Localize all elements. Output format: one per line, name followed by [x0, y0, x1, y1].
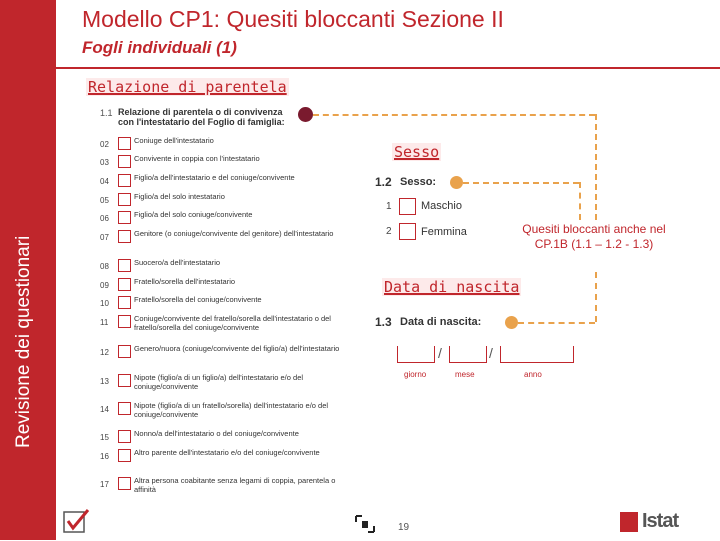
option-label: Coniuge/convivente del fratello/sorella dell'intestatario o del fratello/sorella del coniuge/convivente — [134, 314, 331, 332]
option-label: Nonno/a dell'intestatario o del coniuge/convivente — [134, 429, 299, 438]
option-label: Figlio/a del solo coniuge/convivente — [134, 210, 253, 219]
day-input[interactable] — [397, 346, 435, 363]
option-label: Altro parente dell'intestatario e/o del coniuge/convivente — [134, 448, 320, 457]
q12-code: 1 — [386, 201, 392, 212]
option-checkbox[interactable] — [118, 193, 131, 206]
option-code: 12 — [100, 348, 109, 357]
option-code: 06 — [100, 214, 109, 223]
q13-number: 1.3 — [375, 315, 392, 329]
tag-relazione: Relazione di parentela — [88, 78, 287, 96]
year-input[interactable] — [500, 346, 574, 363]
slide-subtitle: Fogli individuali (1) — [82, 38, 237, 57]
option-checkbox[interactable] — [118, 315, 131, 328]
month-input[interactable] — [449, 346, 487, 363]
q11-option[interactable] — [100, 401, 350, 423]
option-code: 07 — [100, 233, 109, 242]
q12-heading: Sesso: — [400, 176, 437, 188]
q11-marker — [298, 107, 313, 122]
option-checkbox[interactable] — [118, 430, 131, 443]
option-code: 17 — [100, 480, 109, 489]
q11-option[interactable] — [100, 314, 350, 336]
option-checkbox[interactable] — [118, 259, 131, 272]
option-label: Figlio/a dell'intestatario e del coniuge/convivente — [134, 173, 295, 182]
option-label: Suocero/a dell'intestatario — [134, 258, 221, 267]
option-label: Nipote (figlio/a di un fratello/sorella) dell'intestatario e/o del coniuge/convivente — [134, 401, 329, 419]
q11-option[interactable] — [100, 373, 350, 395]
page-number: 19 — [398, 522, 410, 533]
option-checkbox[interactable] — [118, 345, 131, 358]
option-code: 13 — [100, 377, 109, 386]
q11-number: 1.1 — [100, 108, 113, 118]
option-checkbox[interactable] — [118, 211, 131, 224]
note-bloccanti: Quesiti bloccanti anche nel CP.1B (1.1 – 1.2 - 1.3) — [522, 222, 666, 251]
q11-heading: Relazione di parentela o di convivenza con l'intestatario del Foglio di famiglia: — [118, 107, 285, 127]
connector-line — [518, 322, 595, 324]
connector-line — [579, 182, 581, 220]
date-separator: / — [438, 345, 442, 361]
option-code: 02 — [100, 140, 109, 149]
option-checkbox[interactable] — [118, 230, 131, 243]
q12-code: 2 — [386, 226, 392, 237]
option-code: 08 — [100, 262, 109, 271]
option-code: 11 — [100, 318, 109, 327]
q11-option[interactable] — [100, 448, 350, 470]
q12-label-femmina: Femmina — [421, 226, 467, 238]
option-code: 05 — [100, 196, 109, 205]
year-label: anno — [524, 370, 542, 379]
option-code: 16 — [100, 452, 109, 461]
q11-option[interactable] — [100, 344, 350, 366]
date-separator: / — [489, 345, 493, 361]
connector-line — [595, 272, 597, 322]
option-checkbox[interactable] — [118, 402, 131, 415]
option-code: 15 — [100, 433, 109, 442]
connector-line — [313, 114, 595, 116]
tag-sesso: Sesso — [394, 143, 440, 161]
day-label: giorno — [404, 370, 427, 379]
option-label: Genitore (o coniuge/convivente del genitore) dell'intestatario — [134, 229, 334, 238]
q11-option[interactable] — [100, 229, 350, 251]
q12-number: 1.2 — [375, 175, 392, 189]
month-label: mese — [455, 370, 475, 379]
option-label: Altra persona coabitante senza legami di coppia, parentela o affinità — [134, 476, 336, 494]
connector-line — [463, 182, 579, 184]
option-checkbox[interactable] — [118, 174, 131, 187]
q12-marker — [450, 176, 463, 189]
option-code: 10 — [100, 299, 109, 308]
option-checkbox[interactable] — [118, 296, 131, 309]
option-checkbox[interactable] — [118, 278, 131, 291]
nav-icon[interactable] — [354, 514, 376, 534]
option-checkbox[interactable] — [118, 477, 131, 490]
sidebar-band — [0, 0, 56, 540]
slide-title: Modello CP1: Quesiti bloccanti Sezione II — [82, 6, 504, 32]
option-label: Coniuge dell'intestatario — [134, 136, 214, 145]
census-logo-icon — [62, 508, 94, 536]
option-code: 09 — [100, 281, 109, 290]
option-checkbox[interactable] — [118, 449, 131, 462]
option-label: Fratello/sorella del coniuge/convivente — [134, 295, 262, 304]
option-checkbox[interactable] — [118, 374, 131, 387]
connector-line — [595, 114, 597, 220]
option-label: Convivente in coppia con l'intestatario — [134, 154, 260, 163]
option-label: Nipote (figlio/a di un figlio/a) dell'intestatario e/o del coniuge/convivente — [134, 373, 304, 391]
sidebar-label: Revisione dei questionari — [13, 235, 34, 448]
option-label: Figlio/a del solo intestatario — [134, 192, 225, 201]
q13-heading: Data di nascita: — [400, 316, 482, 328]
tag-data-nascita: Data di nascita — [384, 278, 520, 296]
q13-marker — [505, 316, 518, 329]
q11-option[interactable] — [100, 476, 350, 498]
q12-checkbox-femmina[interactable] — [399, 223, 416, 240]
istat-logo-icon — [620, 512, 638, 532]
istat-logo-text: Istat — [642, 510, 679, 532]
option-label: Fratello/sorella dell'intestatario — [134, 277, 236, 286]
option-code: 03 — [100, 158, 109, 167]
option-code: 14 — [100, 405, 109, 414]
q12-label-maschio: Maschio — [421, 200, 462, 212]
option-checkbox[interactable] — [118, 137, 131, 150]
option-checkbox[interactable] — [118, 155, 131, 168]
q12-checkbox-maschio[interactable] — [399, 198, 416, 215]
option-label: Genero/nuora (coniuge/convivente del figlio/a) dell'intestatario — [134, 344, 340, 353]
header-divider — [56, 67, 720, 69]
option-code: 04 — [100, 177, 109, 186]
